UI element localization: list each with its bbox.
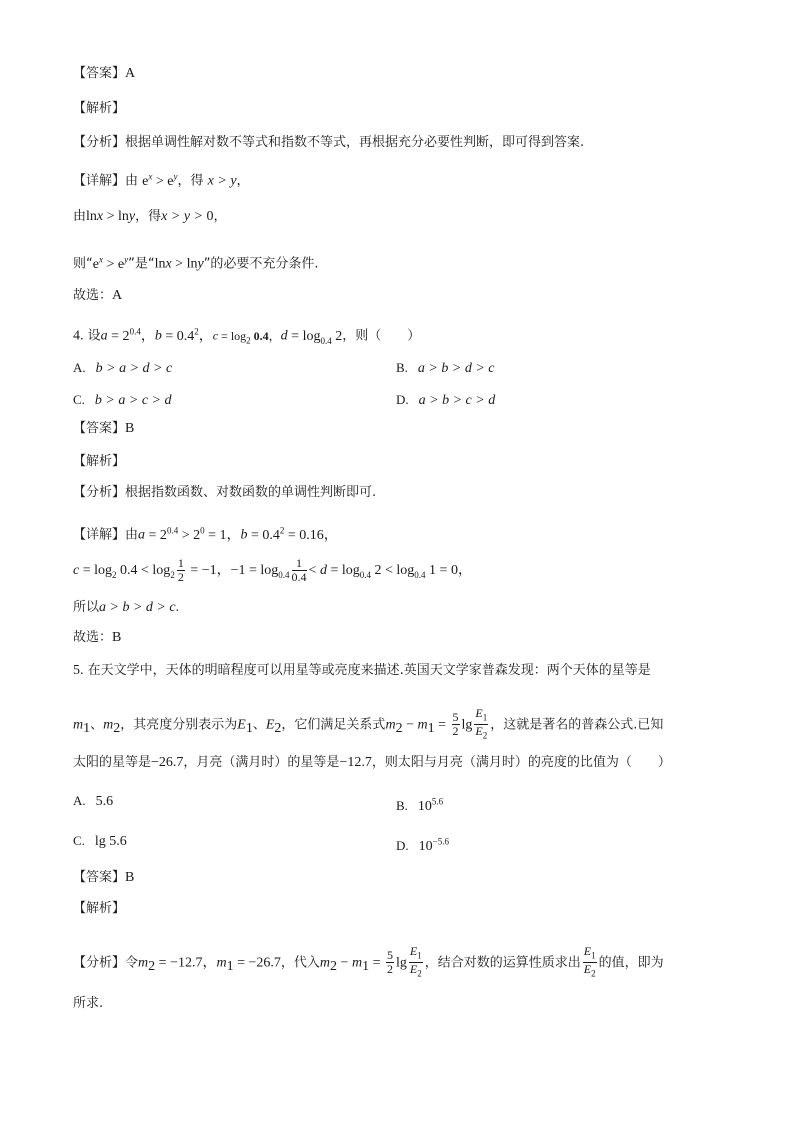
fenxi-text: 根据单调性解对数不等式和指数不等式，再根据充分必要性判断，即可得到答案. — [125, 135, 585, 150]
choose-value: A — [112, 288, 123, 303]
q3-answer-line — [73, 65, 135, 83]
detail-label: 【详解】 — [73, 173, 126, 189]
q3-detail-line: 【详解】由 $e^x > e^y$，得 x > y， — [73, 171, 250, 189]
moon-magnitude: −12.7 — [339, 755, 372, 770]
answer-value: B — [125, 421, 135, 436]
q5-stem-line2: $m_1$、$m_2$，其亮度分别表示为$E_1$、$E_2$，它们满足关系式$m_2 - m_1$ = $\frac{5}{2}$ lg $\frac{E_1}{E_2}$ ，这就是著名的普森公式.已知 — [73, 706, 664, 741]
q4-option-d[interactable]: D. a > b > c > d — [396, 392, 496, 408]
q5-stem-line3: 太阳的星等是−26.7，月亮（满月时）的星等是−12.7，则太阳与月亮（满月时）的亮度的比值为（ ） — [73, 755, 671, 770]
q3-conclusion-line: 则“$e^x > e^y$”是“lnx > lny”的必要不充分条件. — [73, 254, 319, 272]
q4-option-a[interactable]: A. b > a > d > c — [73, 360, 173, 376]
q3-detail-line2: 由lnx > lny，得x > y > 0， — [73, 209, 227, 224]
q4-answer-line: 【答案】B — [73, 421, 135, 436]
q3-fenxi-line — [73, 134, 584, 152]
q4-detail-line: 【详解】由$a = 2^{0.4} > 2^0 = 1$，$b = 0.4^2 = 0.16$， — [73, 525, 338, 543]
fenxi-label: 【分析】 — [73, 135, 126, 150]
answer-label: 【答案】 — [73, 66, 126, 81]
answer-value: B — [125, 870, 135, 885]
q5-option-d[interactable]: D. $10^{-5.6}$ — [396, 836, 449, 854]
q5-fenxi-line: 【分析】令$m_2 = -12.7$，$m_1 = -26.7$，代入$m_2 - m_1$ = $\frac{5}{2}$ lg $\frac{E_1}{E_2}$ ，结合对数的运算性质求出 $\frac{E_1}{E_2}$ 的值，即为 — [73, 944, 664, 979]
analysis-label: 【解析】 — [73, 101, 126, 116]
q4-stem: 4. 设$a = 2^{0.4}$，$b = 0.4^2$，$c = \log_2 0.4$，$d = \log_{0.4} 2$，则（ ） — [73, 326, 421, 346]
question-number: 5. — [73, 663, 84, 678]
question-number: 4. — [73, 328, 84, 344]
q3-analysis-heading — [73, 100, 125, 118]
q4-detail-line2: $c = \log_2 0.4 < \log_2$ $\frac{1}{2}$ = −1，$-1 = \log_{0.4}$ $\frac{1}{0.4}$ < $d = \log_{0.4} 2 < \log_{0.4} 1 = 0$， — [73, 556, 472, 584]
q5-stem-line1: 5. 在天文学中，天体的明暗程度可以用星等或亮度来描述.英国天文学家普森发现：两个天体的星等是 — [73, 663, 651, 678]
answer-value: A — [125, 66, 136, 81]
q4-choose-line: 故选：B — [73, 630, 122, 645]
q5-fenxi-end: 所求. — [73, 996, 104, 1011]
q3-choose-line — [73, 287, 122, 305]
q5-answer-line: 【答案】B — [73, 870, 135, 885]
q5-analysis-heading: 【解析】 — [73, 901, 126, 916]
q4-option-c[interactable]: C. b > a > c > d — [73, 392, 172, 408]
sun-magnitude: −26.7 — [151, 755, 184, 770]
q4-conclusion-line: 所以a > b > d > c. — [73, 600, 180, 615]
q4-option-b[interactable]: B. a > b > d > c — [396, 360, 495, 376]
q5-option-b[interactable]: B. $10^{5.6}$ — [396, 796, 444, 814]
q5-option-c[interactable]: C. lg 5.6 — [73, 833, 127, 849]
q4-fenxi-line: 【分析】根据指数函数、对数函数的单调性判断即可. — [73, 485, 377, 500]
choose-label: 故选： — [73, 288, 113, 303]
q5-option-a[interactable]: A. 5.6 — [73, 793, 114, 809]
q4-analysis-heading: 【解析】 — [73, 454, 126, 469]
